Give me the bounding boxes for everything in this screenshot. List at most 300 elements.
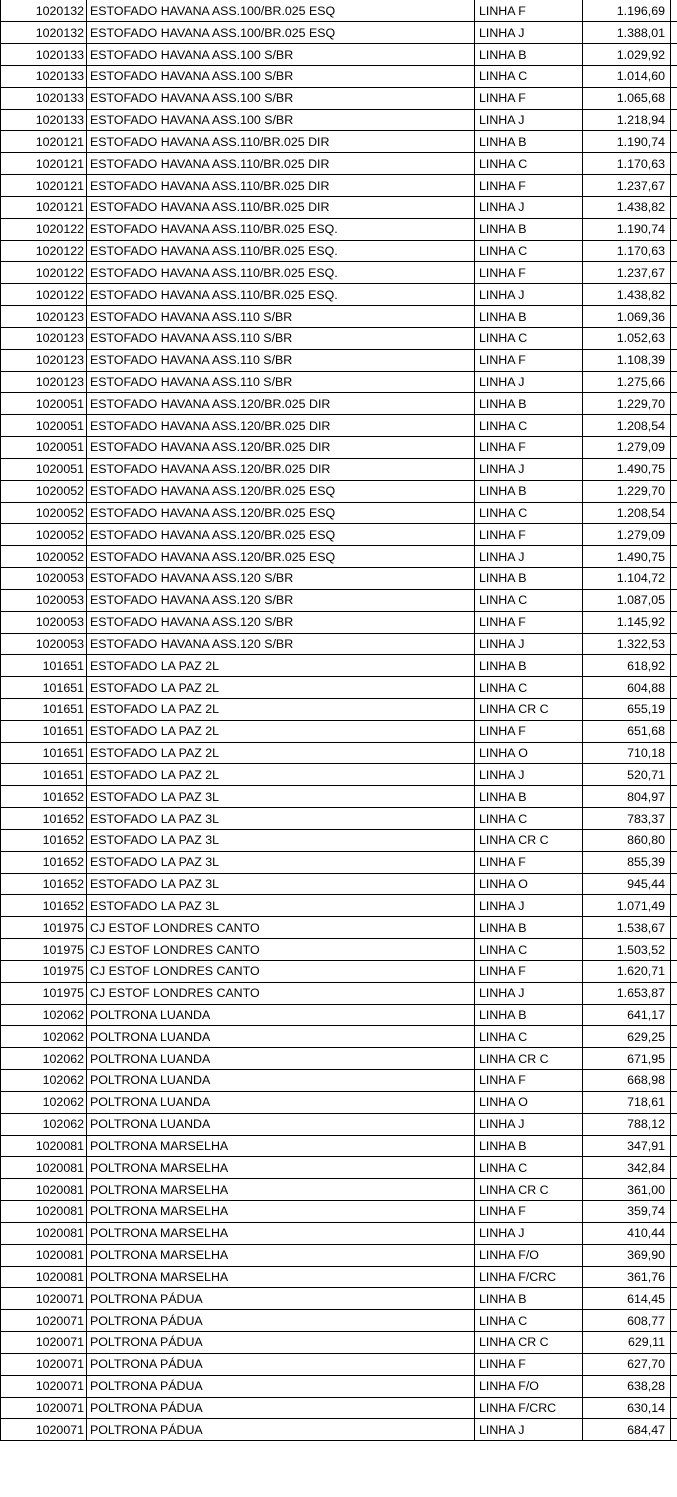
product-description-cell: CJ ESTOF LONDRES CANTO: [87, 982, 475, 1004]
table-row: [1, 1113, 677, 1135]
column-edge: [671, 87, 677, 109]
price-cell: 1.237,67: [583, 175, 671, 197]
product-line-cell: LINHA CR C: [475, 829, 583, 851]
product-line-cell: LINHA B: [475, 218, 583, 240]
product-line-cell: LINHA F: [475, 349, 583, 371]
product-description-cell: ESTOFADO LA PAZ 2L: [87, 764, 475, 786]
product-description-cell: ESTOFADO HAVANA ASS.120/BR.025 ESQ: [87, 480, 475, 502]
column-edge: [671, 524, 677, 546]
product-code-cell: 1020052: [1, 480, 87, 502]
column-edge: [671, 655, 677, 677]
product-code-cell: 101975: [1, 917, 87, 939]
price-cell: 520,71: [583, 764, 671, 786]
product-code-cell: 1020081: [1, 1179, 87, 1201]
product-description-cell: ESTOFADO HAVANA ASS.120 S/BR: [87, 568, 475, 590]
column-edge: [671, 1048, 677, 1070]
product-description-cell: CJ ESTOF LONDRES CANTO: [87, 960, 475, 982]
product-description-cell: ESTOFADO HAVANA ASS.100 S/BR: [87, 87, 475, 109]
price-cell: 1.104,72: [583, 568, 671, 590]
column-edge: [671, 44, 677, 66]
price-cell: 1.014,60: [583, 65, 671, 87]
product-code-cell: 1020121: [1, 153, 87, 175]
price-cell: 1.490,75: [583, 458, 671, 480]
product-line-cell: LINHA B: [475, 655, 583, 677]
column-edge: [671, 982, 677, 1004]
product-code-cell: 1020071: [1, 1332, 87, 1354]
product-description-cell: POLTRONA LUANDA: [87, 1048, 475, 1070]
product-code-cell: 101652: [1, 808, 87, 830]
price-cell: 630,14: [583, 1397, 671, 1419]
table-row: [1, 939, 677, 961]
product-code-cell: 102062: [1, 1113, 87, 1135]
table-row: [1, 349, 677, 371]
product-description-cell: ESTOFADO LA PAZ 2L: [87, 677, 475, 699]
column-edge: [671, 1266, 677, 1288]
product-code-cell: 101651: [1, 720, 87, 742]
product-line-cell: LINHA B: [475, 786, 583, 808]
product-code-cell: 1020122: [1, 262, 87, 284]
product-code-cell: 1020051: [1, 437, 87, 459]
product-code-cell: 1020122: [1, 284, 87, 306]
column-edge: [671, 851, 677, 873]
product-description-cell: ESTOFADO HAVANA ASS.110 S/BR: [87, 371, 475, 393]
column-edge: [671, 829, 677, 851]
table-row: [1, 109, 677, 131]
price-cell: 1.208,54: [583, 502, 671, 524]
product-description-cell: POLTRONA LUANDA: [87, 1091, 475, 1113]
price-cell: 1.218,94: [583, 109, 671, 131]
column-edge: [671, 1113, 677, 1135]
table-row: [1, 262, 677, 284]
price-cell: 410,44: [583, 1222, 671, 1244]
product-line-cell: LINHA C: [475, 1310, 583, 1332]
product-code-cell: 101651: [1, 677, 87, 699]
product-code-cell: 1020121: [1, 131, 87, 153]
product-code-cell: 1020052: [1, 524, 87, 546]
product-line-cell: LINHA B: [475, 131, 583, 153]
column-edge: [671, 939, 677, 961]
product-line-cell: LINHA C: [475, 415, 583, 437]
column-edge: [671, 917, 677, 939]
product-description-cell: ESTOFADO LA PAZ 2L: [87, 699, 475, 721]
product-line-cell: LINHA B: [475, 917, 583, 939]
column-edge: [671, 306, 677, 328]
product-description-cell: POLTRONA PÁDUA: [87, 1310, 475, 1332]
product-line-cell: LINHA F: [475, 1070, 583, 1092]
table-row: [1, 1157, 677, 1179]
product-line-cell: LINHA F: [475, 960, 583, 982]
product-code-cell: 101652: [1, 851, 87, 873]
product-code-cell: 101652: [1, 786, 87, 808]
product-description-cell: POLTRONA MARSELHA: [87, 1135, 475, 1157]
product-description-cell: POLTRONA LUANDA: [87, 1113, 475, 1135]
price-cell: 804,97: [583, 786, 671, 808]
product-code-cell: 102062: [1, 1091, 87, 1113]
product-code-cell: 102062: [1, 1004, 87, 1026]
product-line-cell: LINHA B: [475, 568, 583, 590]
product-line-cell: LINHA F: [475, 437, 583, 459]
price-cell: 614,45: [583, 1288, 671, 1310]
table-row: [1, 1070, 677, 1092]
price-cell: 1.438,82: [583, 196, 671, 218]
price-cell: 1.069,36: [583, 306, 671, 328]
price-cell: 618,92: [583, 655, 671, 677]
price-cell: 641,17: [583, 1004, 671, 1026]
price-cell: 1.170,63: [583, 153, 671, 175]
product-description-cell: ESTOFADO LA PAZ 3L: [87, 873, 475, 895]
product-code-cell: 1020051: [1, 458, 87, 480]
column-edge: [671, 677, 677, 699]
price-cell: 783,37: [583, 808, 671, 830]
product-line-cell: LINHA B: [475, 1004, 583, 1026]
product-code-cell: 1020122: [1, 240, 87, 262]
table-row: [1, 1419, 677, 1441]
product-line-cell: LINHA F: [475, 524, 583, 546]
table-row: [1, 284, 677, 306]
product-code-cell: 101652: [1, 829, 87, 851]
table-row: [1, 589, 677, 611]
product-code-cell: 1020081: [1, 1157, 87, 1179]
product-line-cell: LINHA C: [475, 677, 583, 699]
product-code-cell: 1020071: [1, 1419, 87, 1441]
column-edge: [671, 1157, 677, 1179]
column-edge: [671, 895, 677, 917]
column-edge: [671, 22, 677, 44]
product-code-cell: 1020053: [1, 633, 87, 655]
product-description-cell: POLTRONA MARSELHA: [87, 1222, 475, 1244]
product-code-cell: 1020071: [1, 1397, 87, 1419]
price-cell: 945,44: [583, 873, 671, 895]
column-edge: [671, 960, 677, 982]
product-code-cell: 1020071: [1, 1353, 87, 1375]
product-description-cell: ESTOFADO LA PAZ 3L: [87, 808, 475, 830]
product-description-cell: POLTRONA LUANDA: [87, 1026, 475, 1048]
table-row: [1, 371, 677, 393]
price-cell: 1.438,82: [583, 284, 671, 306]
price-cell: 604,88: [583, 677, 671, 699]
column-edge: [671, 153, 677, 175]
price-cell: 655,19: [583, 699, 671, 721]
column-edge: [671, 218, 677, 240]
column-edge: [671, 764, 677, 786]
column-edge: [671, 720, 677, 742]
product-description-cell: POLTRONA MARSELHA: [87, 1179, 475, 1201]
table-row: [1, 917, 677, 939]
product-line-cell: LINHA F/O: [475, 1375, 583, 1397]
product-description-cell: ESTOFADO HAVANA ASS.110 S/BR: [87, 306, 475, 328]
product-code-cell: 1020132: [1, 22, 87, 44]
column-edge: [671, 873, 677, 895]
price-cell: 1.190,74: [583, 131, 671, 153]
product-description-cell: ESTOFADO LA PAZ 3L: [87, 829, 475, 851]
product-line-cell: LINHA F: [475, 175, 583, 197]
price-cell: 788,12: [583, 1113, 671, 1135]
column-edge: [671, 65, 677, 87]
table-row: [1, 1026, 677, 1048]
product-description-cell: POLTRONA MARSELHA: [87, 1201, 475, 1223]
product-line-cell: LINHA F: [475, 611, 583, 633]
product-description-cell: POLTRONA PÁDUA: [87, 1353, 475, 1375]
price-cell: 627,70: [583, 1353, 671, 1375]
table-row: [1, 1004, 677, 1026]
column-edge: [671, 1353, 677, 1375]
product-line-cell: LINHA O: [475, 742, 583, 764]
product-description-cell: ESTOFADO HAVANA ASS.120 S/BR: [87, 633, 475, 655]
product-description-cell: ESTOFADO HAVANA ASS.120 S/BR: [87, 589, 475, 611]
product-line-cell: LINHA O: [475, 1091, 583, 1113]
table-row: [1, 1332, 677, 1354]
price-cell: 1.275,66: [583, 371, 671, 393]
product-code-cell: 1020121: [1, 175, 87, 197]
product-description-cell: POLTRONA PÁDUA: [87, 1332, 475, 1354]
product-code-cell: 102062: [1, 1070, 87, 1092]
price-cell: 369,90: [583, 1244, 671, 1266]
column-edge: [671, 611, 677, 633]
product-line-cell: LINHA C: [475, 502, 583, 524]
product-line-cell: LINHA J: [475, 371, 583, 393]
column-edge: [671, 1419, 677, 1441]
price-cell: 1.108,39: [583, 349, 671, 371]
table-row: [1, 829, 677, 851]
price-cell: 710,18: [583, 742, 671, 764]
product-line-cell: LINHA J: [475, 1222, 583, 1244]
column-edge: [671, 262, 677, 284]
column-edge: [671, 415, 677, 437]
price-cell: 608,77: [583, 1310, 671, 1332]
column-edge: [671, 1179, 677, 1201]
price-cell: 1.279,09: [583, 437, 671, 459]
table-row: [1, 1222, 677, 1244]
product-code-cell: 1020133: [1, 44, 87, 66]
table-row: [1, 1310, 677, 1332]
product-line-cell: LINHA O: [475, 873, 583, 895]
column-edge: [671, 393, 677, 415]
table-row: [1, 1266, 677, 1288]
product-line-cell: LINHA C: [475, 65, 583, 87]
product-description-cell: ESTOFADO HAVANA ASS.120 S/BR: [87, 611, 475, 633]
price-cell: 361,76: [583, 1266, 671, 1288]
product-code-cell: 1020081: [1, 1266, 87, 1288]
product-description-cell: ESTOFADO HAVANA ASS.100/BR.025 ESQ: [87, 0, 475, 22]
product-code-cell: 1020123: [1, 327, 87, 349]
column-edge: [671, 240, 677, 262]
table-row: [1, 153, 677, 175]
product-description-cell: POLTRONA MARSELHA: [87, 1266, 475, 1288]
table-row: [1, 873, 677, 895]
product-line-cell: LINHA CR C: [475, 1048, 583, 1070]
column-edge: [671, 1222, 677, 1244]
column-edge: [671, 0, 677, 22]
price-cell: 1.538,67: [583, 917, 671, 939]
product-description-cell: CJ ESTOF LONDRES CANTO: [87, 917, 475, 939]
price-cell: 718,61: [583, 1091, 671, 1113]
table-row: [1, 65, 677, 87]
price-cell: 1.170,63: [583, 240, 671, 262]
product-code-cell: 1020071: [1, 1375, 87, 1397]
product-description-cell: ESTOFADO HAVANA ASS.120/BR.025 ESQ: [87, 546, 475, 568]
price-cell: 1.087,05: [583, 589, 671, 611]
product-line-cell: LINHA J: [475, 633, 583, 655]
product-code-cell: 101652: [1, 873, 87, 895]
price-cell: 1.237,67: [583, 262, 671, 284]
product-line-cell: LINHA CR C: [475, 1179, 583, 1201]
product-description-cell: CJ ESTOF LONDRES CANTO: [87, 939, 475, 961]
price-cell: 1.620,71: [583, 960, 671, 982]
price-cell: 1.388,01: [583, 22, 671, 44]
product-code-cell: 1020133: [1, 87, 87, 109]
product-description-cell: ESTOFADO HAVANA ASS.110/BR.025 ESQ.: [87, 284, 475, 306]
product-code-cell: 1020053: [1, 568, 87, 590]
table-row: [1, 720, 677, 742]
product-line-cell: LINHA F: [475, 262, 583, 284]
price-cell: 1.145,92: [583, 611, 671, 633]
product-code-cell: 1020123: [1, 371, 87, 393]
product-line-cell: LINHA C: [475, 808, 583, 830]
product-description-cell: ESTOFADO HAVANA ASS.120/BR.025 ESQ: [87, 502, 475, 524]
column-edge: [671, 589, 677, 611]
price-cell: 1.229,70: [583, 393, 671, 415]
product-code-cell: 1020122: [1, 218, 87, 240]
product-description-cell: ESTOFADO HAVANA ASS.110/BR.025 DIR: [87, 153, 475, 175]
table-row: [1, 960, 677, 982]
table-row: [1, 524, 677, 546]
product-code-cell: 101651: [1, 655, 87, 677]
product-description-cell: ESTOFADO LA PAZ 3L: [87, 786, 475, 808]
product-code-cell: 1020051: [1, 393, 87, 415]
table-row: [1, 633, 677, 655]
product-code-cell: 1020053: [1, 589, 87, 611]
column-edge: [671, 196, 677, 218]
product-code-cell: 1020132: [1, 0, 87, 22]
price-cell: 1.029,92: [583, 44, 671, 66]
table-row: [1, 742, 677, 764]
price-cell: 860,80: [583, 829, 671, 851]
price-cell: 1.322,53: [583, 633, 671, 655]
product-line-cell: LINHA C: [475, 240, 583, 262]
price-cell: 651,68: [583, 720, 671, 742]
product-description-cell: ESTOFADO HAVANA ASS.100 S/BR: [87, 109, 475, 131]
price-cell: 629,11: [583, 1332, 671, 1354]
product-description-cell: POLTRONA PÁDUA: [87, 1419, 475, 1441]
price-cell: 1.279,09: [583, 524, 671, 546]
table-row: [1, 218, 677, 240]
product-description-cell: ESTOFADO HAVANA ASS.120/BR.025 DIR: [87, 437, 475, 459]
product-code-cell: 1020081: [1, 1135, 87, 1157]
column-edge: [671, 1375, 677, 1397]
product-description-cell: POLTRONA PÁDUA: [87, 1288, 475, 1310]
table-row: [1, 655, 677, 677]
table-row: [1, 982, 677, 1004]
product-code-cell: 101651: [1, 742, 87, 764]
product-line-cell: LINHA J: [475, 458, 583, 480]
table-row: [1, 1135, 677, 1157]
price-cell: 1.052,63: [583, 327, 671, 349]
product-description-cell: ESTOFADO HAVANA ASS.120/BR.025 DIR: [87, 458, 475, 480]
product-description-cell: ESTOFADO LA PAZ 3L: [87, 851, 475, 873]
column-edge: [671, 1026, 677, 1048]
product-description-cell: ESTOFADO HAVANA ASS.100 S/BR: [87, 44, 475, 66]
price-cell: 342,84: [583, 1157, 671, 1179]
product-line-cell: LINHA B: [475, 1135, 583, 1157]
table-row: [1, 546, 677, 568]
product-code-cell: 1020081: [1, 1222, 87, 1244]
price-cell: 1.208,54: [583, 415, 671, 437]
column-edge: [671, 175, 677, 197]
table-row: [1, 480, 677, 502]
product-description-cell: ESTOFADO LA PAZ 2L: [87, 742, 475, 764]
product-description-cell: ESTOFADO LA PAZ 2L: [87, 720, 475, 742]
product-line-cell: LINHA F: [475, 1353, 583, 1375]
product-description-cell: POLTRONA PÁDUA: [87, 1375, 475, 1397]
product-line-cell: LINHA J: [475, 764, 583, 786]
price-cell: 1.065,68: [583, 87, 671, 109]
product-line-cell: LINHA B: [475, 480, 583, 502]
table-row: [1, 393, 677, 415]
product-description-cell: ESTOFADO HAVANA ASS.120/BR.025 DIR: [87, 415, 475, 437]
product-line-cell: LINHA F/CRC: [475, 1266, 583, 1288]
product-description-cell: ESTOFADO HAVANA ASS.110/BR.025 DIR: [87, 131, 475, 153]
price-cell: 668,98: [583, 1070, 671, 1092]
column-edge: [671, 371, 677, 393]
price-table-body: [1, 0, 677, 1441]
product-description-cell: POLTRONA LUANDA: [87, 1004, 475, 1026]
price-cell: 1.229,70: [583, 480, 671, 502]
product-line-cell: LINHA F: [475, 851, 583, 873]
product-line-cell: LINHA F: [475, 87, 583, 109]
product-code-cell: 1020133: [1, 65, 87, 87]
product-line-cell: LINHA J: [475, 546, 583, 568]
price-cell: 361,00: [583, 1179, 671, 1201]
table-row: [1, 895, 677, 917]
table-row: [1, 502, 677, 524]
product-description-cell: ESTOFADO HAVANA ASS.110/BR.025 ESQ.: [87, 240, 475, 262]
column-edge: [671, 480, 677, 502]
product-description-cell: ESTOFADO HAVANA ASS.110/BR.025 DIR: [87, 196, 475, 218]
product-code-cell: 1020071: [1, 1310, 87, 1332]
table-row: [1, 611, 677, 633]
table-row: [1, 1048, 677, 1070]
column-edge: [671, 502, 677, 524]
table-row: [1, 415, 677, 437]
product-code-cell: 101651: [1, 699, 87, 721]
column-edge: [671, 437, 677, 459]
product-line-cell: LINHA C: [475, 939, 583, 961]
product-description-cell: ESTOFADO HAVANA ASS.120/BR.025 ESQ: [87, 524, 475, 546]
price-cell: 1.653,87: [583, 982, 671, 1004]
table-row: [1, 306, 677, 328]
table-row: [1, 240, 677, 262]
table-row: [1, 327, 677, 349]
product-code-cell: 1020081: [1, 1244, 87, 1266]
product-description-cell: ESTOFADO LA PAZ 2L: [87, 655, 475, 677]
product-line-cell: LINHA B: [475, 306, 583, 328]
product-line-cell: LINHA J: [475, 22, 583, 44]
column-edge: [671, 109, 677, 131]
product-line-cell: LINHA C: [475, 1026, 583, 1048]
product-line-cell: LINHA B: [475, 393, 583, 415]
price-cell: 1.071,49: [583, 895, 671, 917]
column-edge: [671, 458, 677, 480]
product-line-cell: LINHA J: [475, 895, 583, 917]
column-edge: [671, 131, 677, 153]
price-cell: 629,25: [583, 1026, 671, 1048]
product-description-cell: ESTOFADO HAVANA ASS.100/BR.025 ESQ: [87, 22, 475, 44]
product-line-cell: LINHA C: [475, 1157, 583, 1179]
product-line-cell: LINHA CR C: [475, 1332, 583, 1354]
table-row: [1, 131, 677, 153]
table-row: [1, 1244, 677, 1266]
product-code-cell: 1020052: [1, 546, 87, 568]
